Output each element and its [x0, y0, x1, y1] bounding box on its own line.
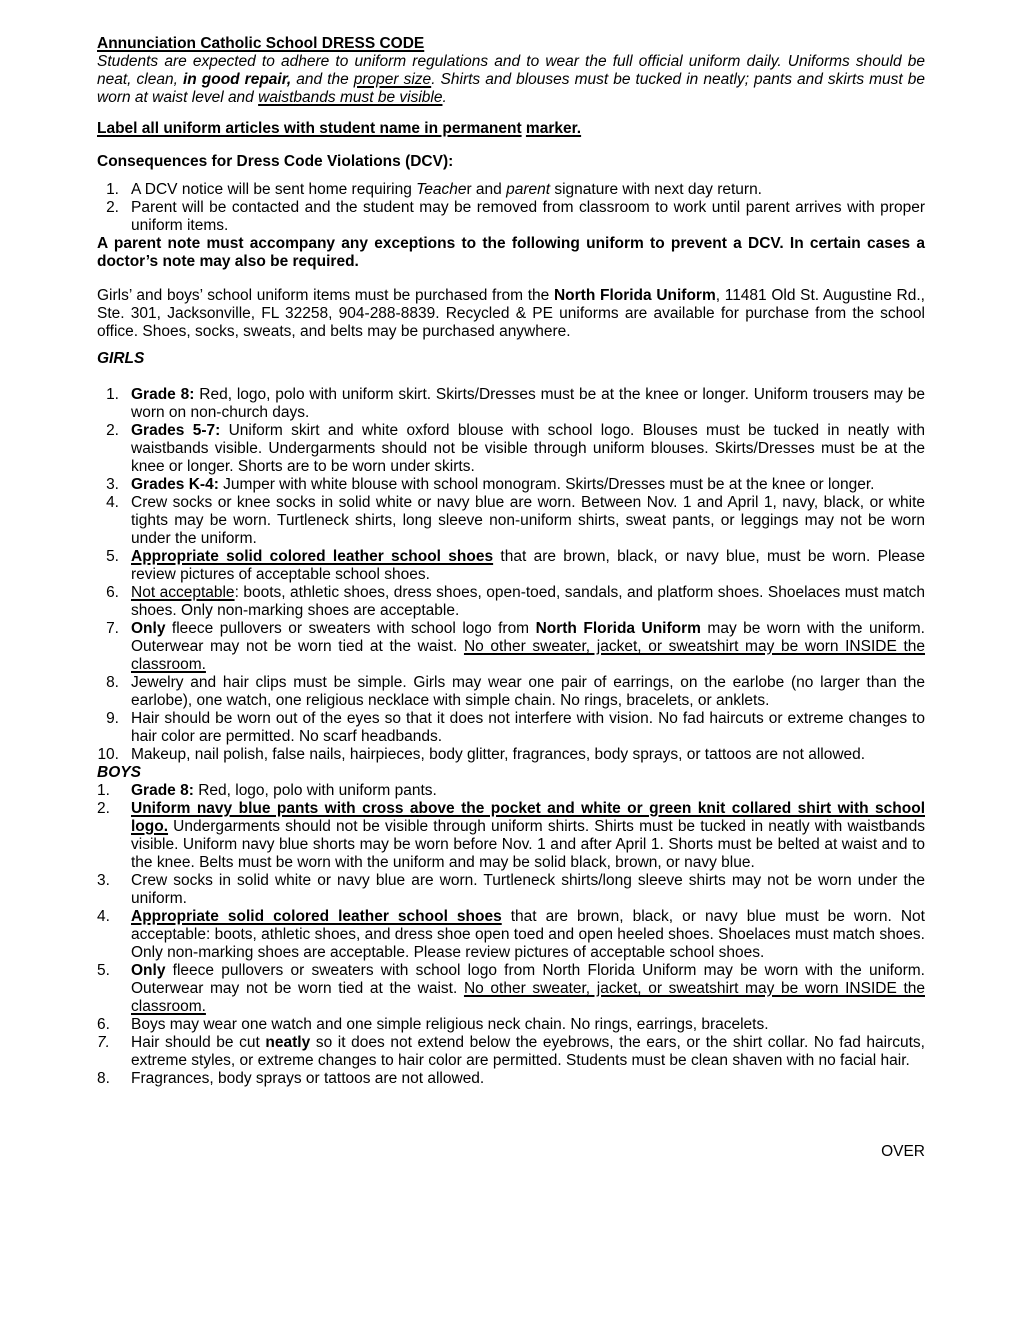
text-run: r and — [466, 181, 507, 198]
list-item-number: 5. — [97, 962, 110, 979]
list-item-text — [131, 800, 925, 872]
list-item — [97, 199, 925, 235]
text-run: Consequences for Dress Code Violations (DCV): — [97, 153, 454, 170]
text-run: GIRLS — [97, 350, 145, 367]
list-item-number: 2. — [106, 199, 119, 216]
list-item — [97, 710, 925, 746]
text-run: A parent note must accompany any exceptions to the following uniform to prevent a DCV. In certain cases a doctor’s note may also be required. — [97, 235, 925, 270]
list-item-text — [131, 548, 925, 584]
text-run: Label all uniform articles with student name in permanent — [97, 120, 522, 137]
list-item-text — [131, 422, 925, 476]
text-run: proper size — [353, 71, 432, 88]
list-item — [97, 386, 925, 422]
text-run: Grade 8: — [131, 782, 194, 799]
list-item-text — [131, 872, 925, 908]
list-item-number: 9. — [106, 710, 119, 727]
list-item — [97, 584, 925, 620]
list-item — [97, 422, 925, 476]
text-run: Crew socks or knee socks in solid white or navy blue are worn. Between Nov. 1 and April 1, navy, black, or white tights may be worn. Turtleneck shirts, long sleeve non-uniform shirts, sweat pants, or leggings may not be worn under the uniform. — [131, 494, 925, 547]
text-run: Grades 5-7: — [131, 422, 221, 439]
text-run: Only — [131, 620, 166, 637]
text-run: marker. — [525, 120, 582, 137]
text-run: Red, logo, polo with uniform skirt. Skirts/Dresses must be at the knee or longer. Uniform trousers may be worn on non-church days. — [131, 386, 925, 421]
text-run: Annunciation Catholic School DRESS CODE — [97, 35, 425, 52]
text-run: that are brown, black, or navy blue must be worn. Not acceptable: boots, athletic shoes, and dress shoe open toed and open heeled shoes. Shoelaces must match shoes. Only non-marking shoes are acceptable. Please review pictures of acceptable school shoes. — [131, 908, 925, 961]
list-item-number: 7. — [97, 1034, 110, 1051]
list-item — [97, 476, 925, 494]
text-run: and the — [291, 71, 354, 88]
list-item — [97, 674, 925, 710]
boys-rules-list — [97, 782, 925, 1088]
text-run: so it does not extend below the eyebrows, the ears, or the shirt collar. No fad haircuts, extreme styles, or extreme changes to hair color are permitted. Students must be clean shaven with no facial hair. — [131, 1034, 925, 1069]
list-item-text — [131, 1070, 925, 1088]
girls-section-heading — [97, 350, 925, 368]
list-item-number: 1. — [97, 782, 110, 799]
page-footer-over: OVER — [881, 1143, 925, 1160]
text-run: North Florida Uniform — [553, 287, 716, 304]
text-run: Not acceptable — [131, 584, 235, 601]
text-run: fleece pullovers or sweaters with school logo from North Florida Uniform may be worn with the uniform. Outerwear may not be worn tied at the waist. — [131, 962, 925, 997]
text-run: neatly — [265, 1034, 311, 1051]
list-item-text — [131, 1016, 925, 1034]
text-run: No other sweater, jacket, or sweatshirt may be worn INSIDE the classroom. — [131, 980, 925, 1015]
text-run: that are brown, black, or navy blue, must be worn. Please review pictures of acceptable school shoes. — [131, 548, 925, 583]
list-item-number: 1. — [106, 181, 119, 198]
text-run: Parent will be contacted and the student may be removed from classroom to work until parent arrives with proper uniform items. — [131, 199, 925, 234]
text-run: Hair should be worn out of the eyes so that it does not interfere with vision. No fad haircuts or extreme changes to hair color are permitted. No scarf headbands. — [131, 710, 925, 745]
text-run: , 11481 Old St. Augustine Rd., Ste. 301, Jacksonville, FL 32258, 904-288-8839. Recycled & PE uniforms are available for purchase from the school office. Shoes, socks, sweats, and belts may be purchased anywhere. — [97, 287, 925, 340]
list-item-text — [131, 746, 925, 764]
list-item — [97, 494, 925, 548]
list-item-number: 2. — [97, 800, 110, 817]
text-run: Students are expected to adhere to uniform regulations and to wear the full official uniform daily. Uniforms should be neat, clean, — [97, 53, 925, 88]
list-item — [97, 872, 925, 908]
list-item-number: 8. — [106, 674, 119, 691]
text-run: Appropriate solid colored leather school shoes — [131, 548, 494, 565]
text-run: Hair should be cut — [131, 1034, 266, 1051]
text-run: Only — [131, 962, 166, 979]
list-item — [97, 962, 925, 1016]
text-run: fleece pullovers or sweaters with school logo from — [165, 620, 536, 637]
text-run: Boys may wear one watch and one simple religious neck chain. No rings, earrings, bracelets. — [131, 1016, 769, 1033]
boys-section-heading — [97, 764, 925, 782]
text-run: waistbands must be visible — [258, 89, 443, 106]
label-instruction — [97, 120, 925, 138]
text-run: Appropriate solid colored leather school shoes — [131, 908, 502, 925]
text-run: Undergarments should not be visible through uniform shirts. Shirts must be tucked in neatly with waistbands visible. Uniform navy blue shorts may be worn before Nov. 1 and after April 1. Shorts must be belted at waist and to the knee. Belts must be worn with the uniform and may be solid black, brown, or navy blue. — [131, 818, 925, 871]
text-run: in good repair, — [182, 71, 292, 88]
text-run: Girls’ and boys’ school uniform items must be purchased from the — [97, 287, 554, 304]
intro-paragraph — [97, 53, 925, 107]
parent-note-paragraph — [97, 235, 925, 271]
document-title — [97, 35, 925, 53]
text-run: parent — [506, 181, 551, 198]
text-run: . Shirts and blouses must be tucked in neatly; pants and skirts must be worn at waist level and — [97, 71, 925, 106]
list-item-text — [131, 584, 925, 620]
list-item-number: 5. — [106, 548, 119, 565]
list-item — [97, 782, 925, 800]
list-item-number: 10. — [97, 746, 119, 763]
text-run: Red, logo, polo with uniform pants. — [193, 782, 437, 799]
text-run: Grade 8: — [131, 386, 195, 403]
text-run: : boots, athletic shoes, dress shoes, open-toed, sandals, and platform shoes. Shoelaces must match shoes. Only non-marking shoes are acceptable. — [131, 584, 925, 619]
text-run: signature with next day return. — [550, 181, 762, 198]
list-item-text — [131, 620, 925, 674]
list-item-text — [131, 386, 925, 422]
text-run: Fragrances, body sprays or tattoos are not allowed. — [131, 1070, 485, 1087]
list-item-number: 8. — [97, 1070, 110, 1087]
text-run: North Florida Uniform — [535, 620, 701, 637]
text-run: Teache — [416, 181, 467, 198]
text-run: Makeup, nail polish, false nails, hairpieces, body glitter, fragrances, body sprays, or tattoos are not allowed. — [131, 746, 866, 763]
list-item-text — [131, 181, 925, 199]
list-item — [97, 181, 925, 199]
list-item-number: 7. — [106, 620, 119, 637]
list-item-text — [131, 1034, 925, 1070]
list-item-text — [131, 908, 925, 962]
list-item-number: 1. — [106, 386, 119, 403]
list-item-number: 2. — [106, 422, 119, 439]
text-run: A DCV notice will be sent home requiring — [131, 181, 417, 198]
text-run: No other sweater, jacket, or sweatshirt may be worn INSIDE the classroom. — [131, 638, 925, 673]
list-item-number: 3. — [106, 476, 119, 493]
text-run: Uniform navy blue pants with cross above the pocket and white or green knit collared shirt with school logo. — [131, 800, 925, 835]
text-run: Crew socks in solid white or navy blue are worn. Turtleneck shirts/long sleeve shirts may not be worn under the uniform. — [131, 872, 925, 907]
list-item — [97, 620, 925, 674]
text-run: may be worn with the uniform. Outerwear may not be worn tied at the waist. — [131, 620, 925, 655]
text-run: BOYS — [97, 764, 141, 781]
list-item-text — [131, 782, 925, 800]
text-run: Jumper with white blouse with school monogram. Skirts/Dresses must be at the knee or longer. — [218, 476, 875, 493]
list-item-text — [131, 962, 925, 1016]
consequences-heading — [97, 153, 925, 171]
list-item-text — [131, 710, 925, 746]
list-item — [97, 908, 925, 962]
list-item-number: 4. — [106, 494, 119, 511]
girls-rules-list — [97, 386, 925, 764]
text-run: Uniform skirt and white oxford blouse with school logo. Blouses must be tucked in neatly with waistbands visible. Undergarments should not be visible through uniform blouses. Skirts/Dresses must be at the knee or longer. Shorts are to be worn under skirts. — [131, 422, 925, 475]
list-item-number: 3. — [97, 872, 110, 889]
list-item-number: 4. — [97, 908, 110, 925]
purchase-info-paragraph — [97, 287, 925, 341]
list-item — [97, 746, 925, 764]
text-run: Grades K-4: — [131, 476, 219, 493]
list-item — [97, 1016, 925, 1034]
list-item — [97, 1070, 925, 1088]
list-item-number: 6. — [106, 584, 119, 601]
list-item-text — [131, 674, 925, 710]
list-item — [97, 1034, 925, 1070]
list-item — [97, 800, 925, 872]
list-item-text — [131, 199, 925, 235]
consequences-list — [97, 181, 925, 235]
list-item — [97, 548, 925, 584]
list-item-number: 6. — [97, 1016, 110, 1033]
text-run: Jewelry and hair clips must be simple. Girls may wear one pair of earrings, on the earlobe (no larger than the earlobe), one watch, one religious necklace with simple chain. No rings, bracelets, or anklets. — [131, 674, 925, 709]
list-item-text — [131, 476, 925, 494]
text-run: . — [442, 89, 447, 106]
list-item-text — [131, 494, 925, 548]
